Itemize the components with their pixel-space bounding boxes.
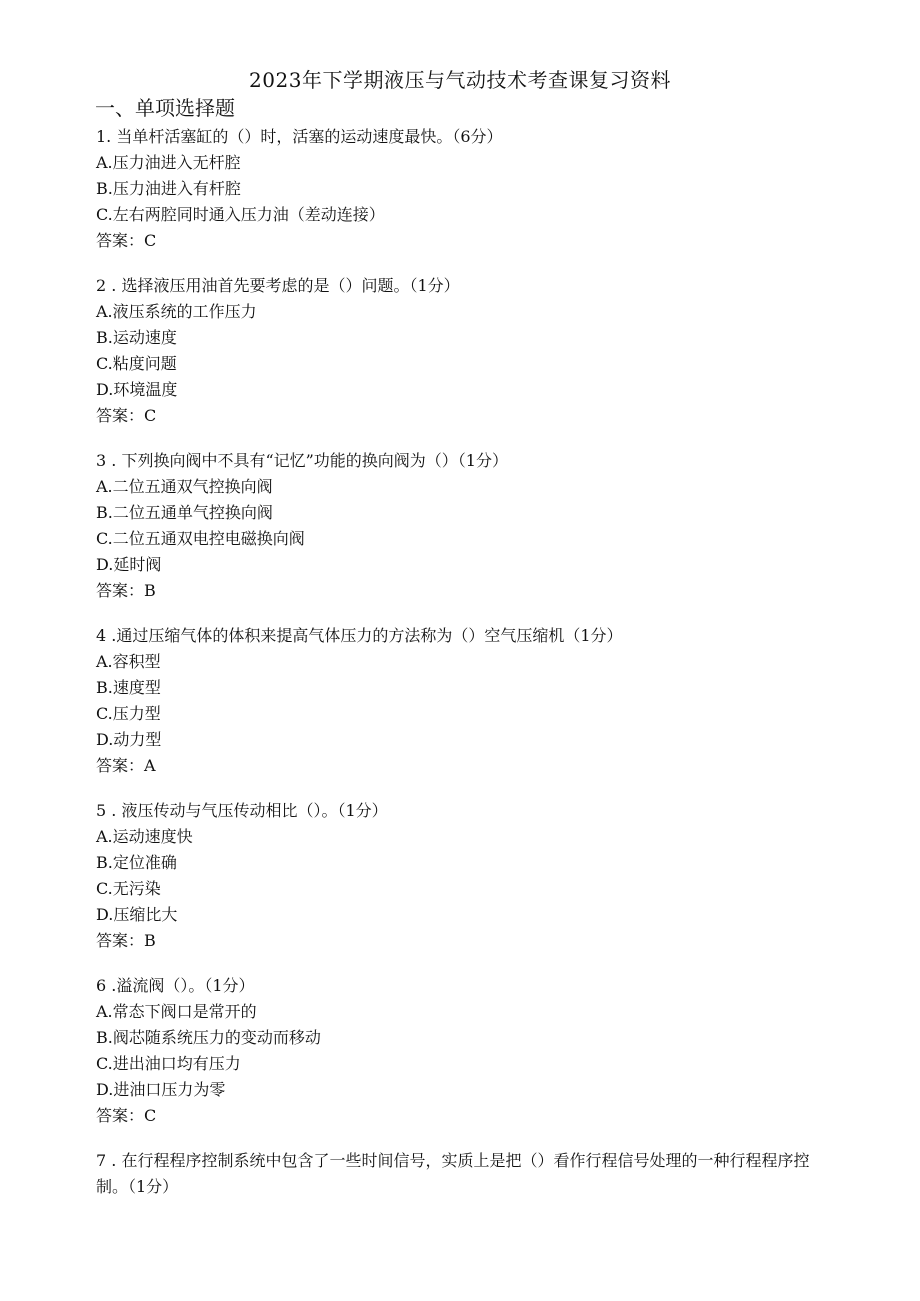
option-c: C.左右两腔同时通入压力油（差动连接） [96, 205, 385, 224]
option-a: A.液压系统的工作压力 [96, 302, 257, 321]
section-heading: 一、单项选择题 [95, 96, 235, 120]
question-6 [96, 973, 836, 1129]
question-stem: 6 .溢流阀（）。（1分） [96, 976, 255, 995]
option-c: C.二位五通双电控电磁换向阀 [96, 529, 305, 548]
answer-text: 答案：A [96, 756, 156, 775]
option-b: B.压力油进入有杆腔 [96, 179, 241, 198]
question-7 [96, 1148, 836, 1200]
option-d: D.进油口压力为零 [96, 1080, 226, 1099]
option-d: D.动力型 [96, 730, 162, 749]
option-a: A.二位五通双气控换向阀 [96, 477, 273, 496]
question-2 [96, 273, 836, 429]
question-4 [96, 623, 836, 779]
question-stem: 1. 当单杆活塞缸的（）时，活塞的运动速度最快。（6分） [96, 127, 503, 146]
answer-text: 答案：C [96, 406, 157, 425]
option-a: A.容积型 [96, 652, 161, 671]
option-d: D.延时阀 [96, 555, 162, 574]
option-b: B.运动速度 [96, 328, 177, 347]
option-a: A.压力油进入无杆腔 [96, 153, 241, 172]
answer-text: 答案：B [96, 581, 156, 600]
option-c: C.压力型 [96, 704, 161, 723]
question-stem: 3 . 下列换向阀中不具有“记忆”功能的换向阀为（）（1分） [96, 451, 508, 470]
answer-text: 答案：B [96, 931, 156, 950]
question-stem: 7 . 在行程程序控制系统中包含了一些时间信号，实质上是把（）看作行程信号处理的一种行程程序控制。（1分） [96, 1151, 810, 1196]
option-b: B.速度型 [96, 678, 161, 697]
answer-text: 答案：C [96, 1106, 157, 1125]
option-a: A.常态下阀口是常开的 [96, 1002, 257, 1021]
option-c: C.粘度问题 [96, 354, 177, 373]
question-list [96, 124, 836, 1219]
option-d: D.环境温度 [96, 380, 178, 399]
answer-text: 答案：C [96, 231, 157, 250]
question-5 [96, 798, 836, 954]
document-title: 2023年下学期液压与气动技术考查课复习资料 [249, 68, 671, 92]
option-c: C.无污染 [96, 879, 161, 898]
question-stem: 5 . 液压传动与气压传动相比（）。（1分） [96, 801, 388, 820]
question-stem: 2 . 选择液压用油首先要考虑的是（）问题。（1分） [96, 276, 460, 295]
option-b: B.二位五通单气控换向阀 [96, 503, 273, 522]
option-d: D.压缩比大 [96, 905, 178, 924]
option-b: B.阀芯随系统压力的变动而移动 [96, 1028, 321, 1047]
question-stem: 4 .通过压缩气体的体积来提高气体压力的方法称为（）空气压缩机（1分） [96, 626, 623, 645]
question-3 [96, 448, 836, 604]
option-b: B.定位准确 [96, 853, 177, 872]
question-1 [96, 124, 836, 254]
option-c: C.进出油口均有压力 [96, 1054, 241, 1073]
option-a: A.运动速度快 [96, 827, 193, 846]
